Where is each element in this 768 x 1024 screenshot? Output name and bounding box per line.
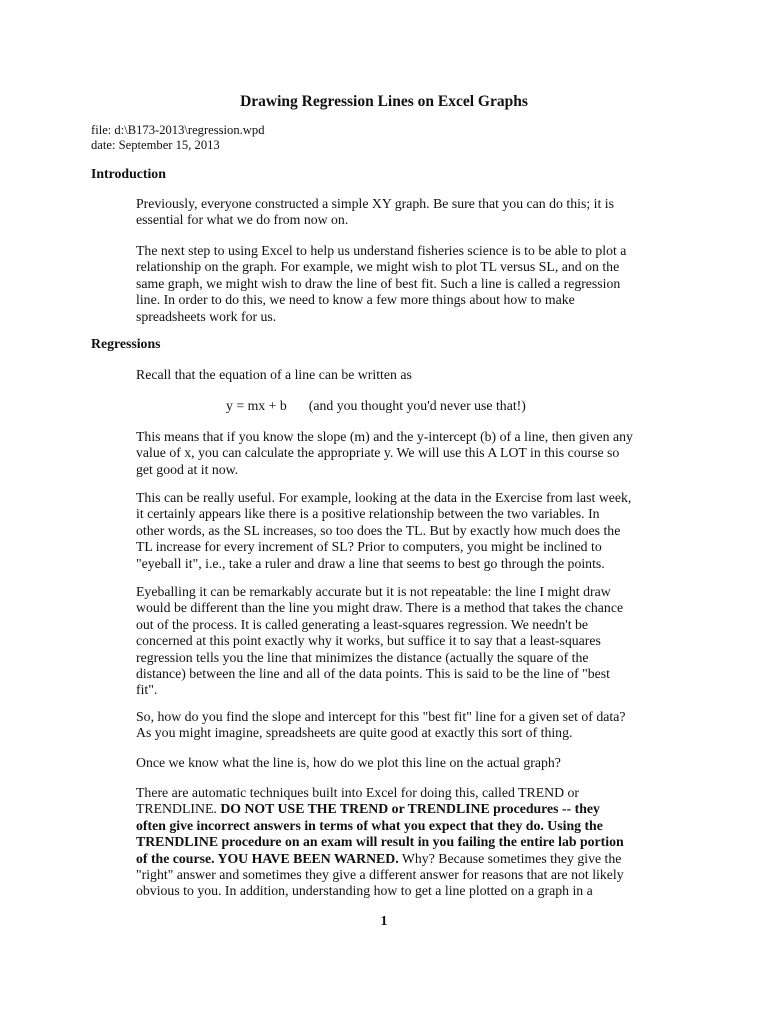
text-line (136, 801, 684, 817)
text-line: So, how do you find the slope and intercept for this "best fit" line for a given set of data? (136, 709, 626, 724)
warning-text: of the course. YOU HAVE BEEN WARNED. (136, 850, 399, 866)
text-line: As you might imagine, spreadsheets are quite good at exactly this sort of thing. (136, 725, 573, 741)
page-number: 1 (380, 913, 388, 928)
text-line: "right" answer and sometimes they give a different answer for reasons that are not likely (136, 867, 624, 883)
text-line: other words, as the SL increases, so too does the TL. But by exactly how much does the (136, 522, 621, 538)
text-line: The next step to using Excel to help us understand fisheries science is to be able to plot a (136, 243, 627, 258)
text-line: value of x, you can calculate the appropriate y. We will use this A LOT in this course so (136, 445, 620, 461)
text-line: relationship on the graph. For example, we might wish to plot TL versus SL, and on the (136, 259, 620, 275)
text-line: Eyeballing it can be remarkably accurate but it is not repeatable: the line I might draw (136, 584, 611, 599)
equation-formula: y = mx + b (226, 398, 287, 413)
regressions-paragraph-once (136, 755, 684, 771)
text-line: obvious to you. In addition, understanding how to get a line plotted on a graph in a (136, 883, 593, 899)
equation-note: (and you thought you'd never use that!) (308, 398, 526, 413)
regressions-recall (136, 367, 684, 383)
text-line: This can be really useful. For example, looking at the data in the Exercise from last week, (136, 490, 632, 505)
warning-text: TRENDLINE procedure on an exam will result in you failing the entire lab portion (136, 834, 624, 850)
regressions-paragraph-how (136, 709, 684, 742)
text-run: TRENDLINE. (136, 801, 221, 817)
text-line: Recall that the equation of a line can be written as (136, 367, 412, 382)
text-line: There are automatic techniques built into Excel for doing this, called TREND or (136, 785, 580, 800)
intro-paragraph-1 (136, 196, 684, 229)
line-equation (226, 398, 526, 414)
text-line: get good at it now. (136, 461, 239, 477)
file-date: date: September 15, 2013 (91, 137, 220, 152)
section-heading-introduction: Introduction (91, 166, 166, 181)
warning-text: often give incorrect answers in terms of what you expect that they do. Using the (136, 817, 603, 833)
section-heading-regressions: Regressions (91, 336, 161, 351)
text-line: would be different than the line you might draw. There is a method that takes the chance (136, 600, 624, 616)
text-line: TL increase for every increment of SL? Prior to computers, you might be inclined to (136, 539, 602, 555)
text-line: This means that if you know the slope (m) and the y-intercept (b) of a line, then given any (136, 429, 633, 444)
file-info (91, 123, 265, 152)
text-run: Why? Because sometimes they give the (398, 850, 622, 866)
text-line: spreadsheets work for us. (136, 308, 277, 324)
regressions-paragraph-eyeball (136, 584, 684, 699)
text-line: essential for what we do from now on. (136, 212, 349, 228)
text-line: same graph, we might wish to draw the line of best fit. Such a line is called a regression (136, 275, 621, 291)
warning-text: DO NOT USE THE TREND or TRENDLINE procedures -- they (220, 801, 600, 817)
document-title: Drawing Regression Lines on Excel Graphs (240, 93, 528, 110)
text-line: "eyeball it", i.e., take a ruler and draw a line that seems to best go through the points. (136, 555, 605, 571)
regressions-paragraph-means (136, 429, 684, 478)
text-line (136, 851, 684, 867)
text-line: concerned at this point exactly why it works, but suffice it to say that a least-squares (136, 633, 601, 649)
text-line: fit". (136, 682, 158, 698)
text-line: it certainly appears like there is a positive relationship between the two variables. In (136, 506, 600, 522)
text-line: regression tells you the line that minimizes the distance (actually the square of the (136, 649, 589, 665)
text-line: distance) between the line and all of the data points. This is said to be the line of "best (136, 666, 610, 682)
text-line: Previously, everyone constructed a simple XY graph. Be sure that you can do this; it is (136, 196, 614, 211)
regressions-paragraph-auto (136, 785, 684, 900)
regressions-paragraph-useful (136, 490, 684, 572)
intro-paragraph-2 (136, 243, 684, 325)
text-line: Once we know what the line is, how do we plot this line on the actual graph? (136, 755, 561, 770)
file-path: file: d:\B173-2013\regression.wpd (91, 123, 265, 137)
text-line: line. In order to do this, we need to know a few more things about how to make (136, 292, 575, 308)
text-line: out of the process. It is called generating a least-squares regression. We needn't be (136, 616, 589, 632)
